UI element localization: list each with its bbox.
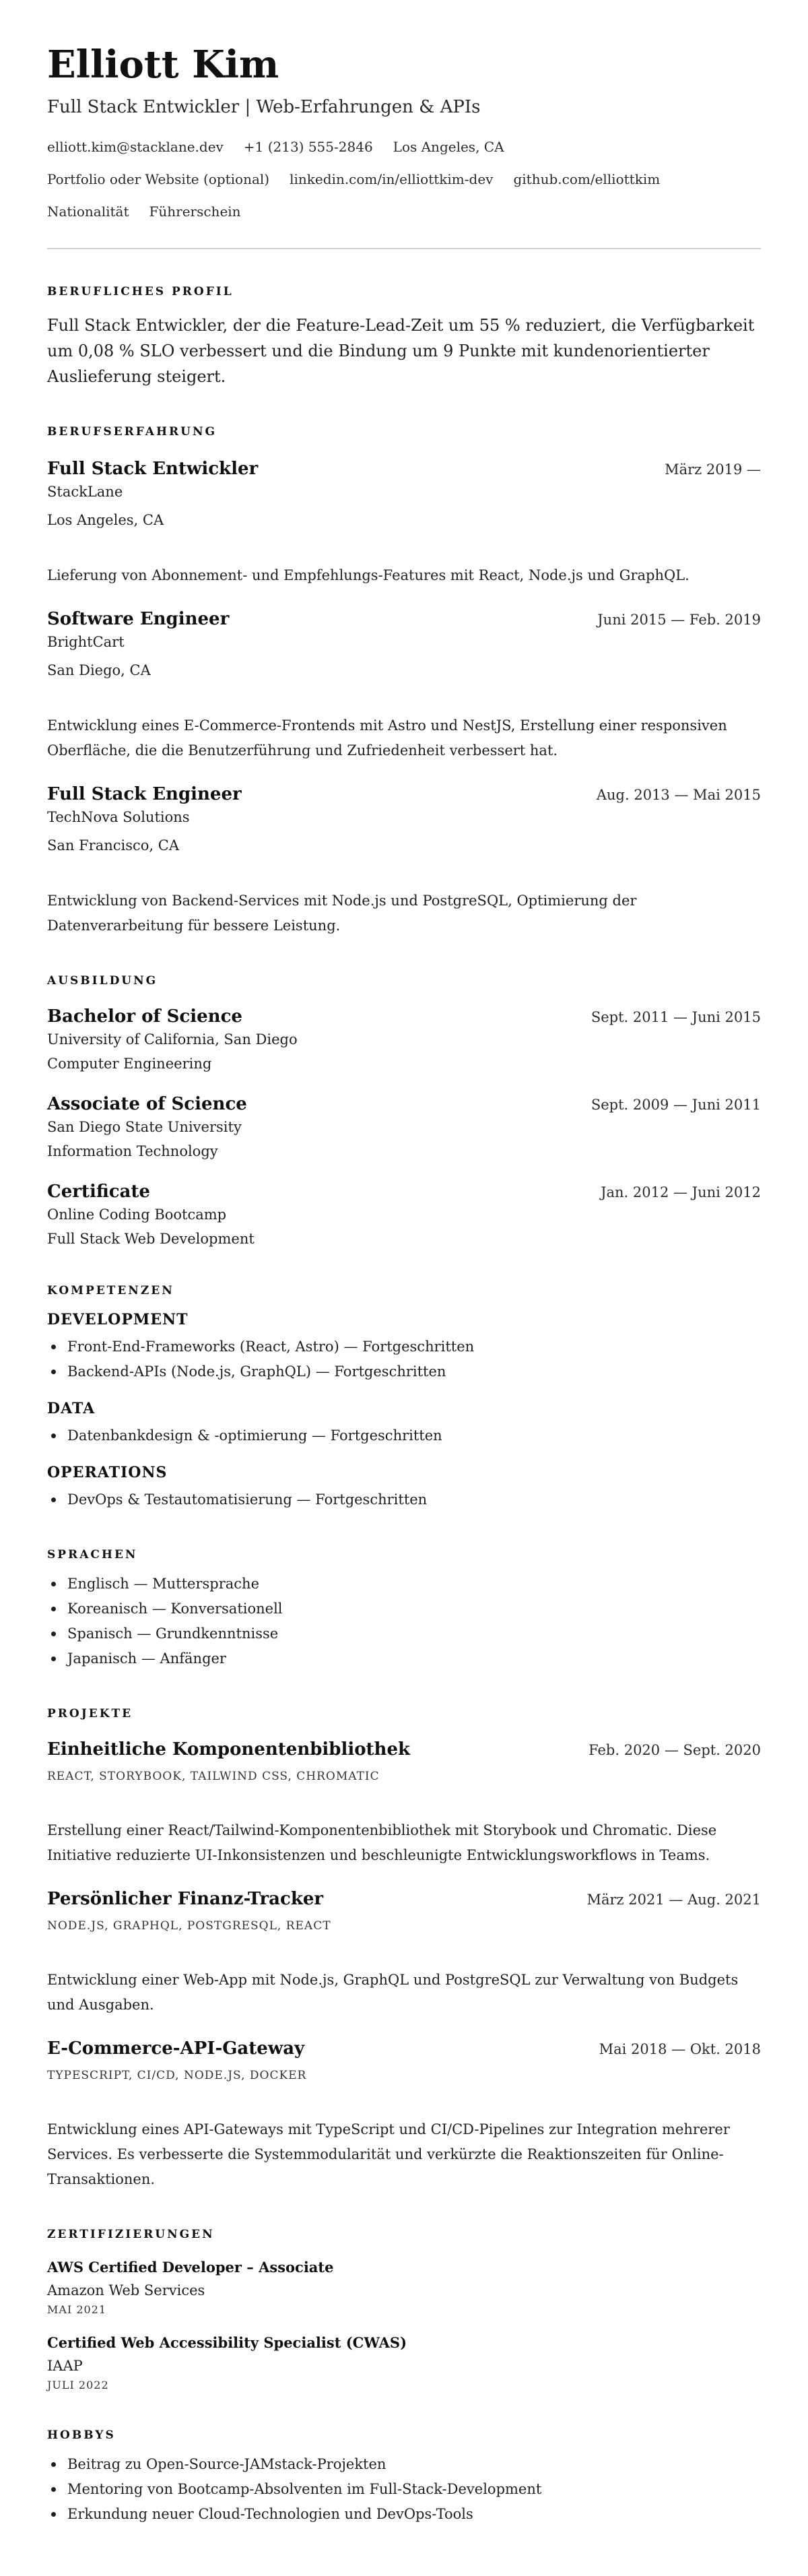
project-tech-stack: TYPESCRIPT, CI/CD, NODE.JS, DOCKER bbox=[47, 2069, 307, 2082]
skill-item: DevOps & Testautomatisierung — Fortgeschritten bbox=[67, 1487, 761, 1512]
project-description: Entwicklung eines API-Gateways mit TypeScript und CI/CD-Pipelines zur Integration mehrerer Services. Es verbesserte die Systemmodularität und verkürzte die Reaktionszeiten für Online-Transaktionen. bbox=[47, 2121, 730, 2187]
job-location: San Francisco, CA bbox=[47, 837, 180, 854]
certification-entry bbox=[47, 2258, 761, 2317]
job-location: Los Angeles, CA bbox=[47, 512, 164, 528]
skill-category-title: DATA bbox=[47, 1400, 96, 1417]
job-entry bbox=[47, 608, 761, 763]
projects-section bbox=[47, 1706, 761, 2192]
education-school: University of California, San Diego bbox=[47, 1031, 298, 1048]
job-description: Entwicklung eines E-Commerce-Frontends mit Astro und NestJS, Erstellung einer responsiven Oberfläche, die die Benutzerführung und Zufriedenheit verbessert hat. bbox=[47, 717, 727, 759]
project-title: Persönlicher Finanz-Tracker bbox=[47, 1889, 324, 1909]
education-header bbox=[47, 1006, 761, 1027]
education-entry bbox=[47, 1006, 761, 1073]
education-header bbox=[47, 1181, 761, 1202]
contact-linkedin-link[interactable]: linkedin.com/in/elliottkim-dev bbox=[290, 171, 494, 187]
certification-entry bbox=[47, 2333, 761, 2393]
education-dates: Jan. 2012 — Juni 2012 bbox=[601, 1184, 761, 1200]
contact-row-links bbox=[47, 170, 761, 189]
job-dates: Aug. 2013 — Mai 2015 bbox=[596, 787, 761, 803]
hobby-item: Beitrag zu Open-Source-JAMstack-Projekten bbox=[67, 2452, 761, 2477]
resume-header bbox=[47, 43, 761, 221]
contact-github-link[interactable]: github.com/elliottkim bbox=[513, 171, 661, 187]
skill-item: Backend-APIs (Node.js, GraphQL) — Fortgeschritten bbox=[67, 1359, 761, 1384]
contact-nationality: Nationalität bbox=[47, 203, 129, 220]
hobbies-section-title: HOBBYS bbox=[47, 2428, 116, 2442]
project-title: Einheitliche Komponentenbibliothek bbox=[47, 1739, 411, 1760]
education-field: Information Technology bbox=[47, 1143, 218, 1159]
language-item: Englisch — Muttersprache bbox=[67, 1572, 761, 1597]
project-title: E-Commerce-API-Gateway bbox=[47, 2038, 305, 2059]
education-section-title: AUSBILDUNG bbox=[47, 974, 158, 988]
project-header bbox=[47, 1888, 761, 1910]
contact-email[interactable]: elliott.kim@stacklane.dev bbox=[47, 139, 224, 155]
hobbies-section bbox=[47, 2428, 761, 2527]
project-entry bbox=[47, 2038, 761, 2192]
job-entry bbox=[47, 783, 761, 938]
contact-location: Los Angeles, CA bbox=[393, 139, 504, 155]
experience-section-title: BERUFSERFAHRUNG bbox=[47, 425, 217, 439]
project-dates: März 2021 — Aug. 2021 bbox=[586, 1892, 761, 1908]
profile-summary: Full Stack Entwickler, der die Feature-Lead-Zeit um 55 % reduziert, die Verfügbarkeit um 0,08 % SLO verbessert und die Bindung um 9 Punkte mit kundenorientierter Auslieferung steigert. bbox=[47, 316, 755, 386]
job-title: Full Stack Engineer bbox=[47, 784, 242, 804]
skills-section bbox=[47, 1283, 761, 1512]
certification-issuer: Amazon Web Services bbox=[47, 2282, 205, 2298]
job-header bbox=[47, 783, 761, 805]
education-field: Full Stack Web Development bbox=[47, 1231, 255, 1247]
education-entry bbox=[47, 1093, 761, 1161]
contact-portfolio-link[interactable]: Portfolio oder Website (optional) bbox=[47, 171, 270, 187]
hobby-item: Mentoring von Bootcamp-Absolventen im Full-Stack-Development bbox=[67, 2477, 761, 2502]
education-dates: Sept. 2009 — Juni 2011 bbox=[591, 1097, 761, 1113]
job-company: TechNova Solutions bbox=[47, 809, 190, 825]
skill-category-title: DEVELOPMENT bbox=[47, 1311, 189, 1328]
job-description: Entwicklung von Backend-Services mit Node.js und PostgreSQL, Optimierung der Datenverarbeitung für bessere Leistung. bbox=[47, 893, 637, 934]
candidate-name: Elliott Kim bbox=[47, 42, 279, 87]
certification-title: Certified Web Accessibility Specialist (CWAS) bbox=[47, 2334, 407, 2351]
education-header bbox=[47, 1093, 761, 1115]
project-tech-stack: NODE.JS, GRAPHQL, POSTGRESQL, REACT bbox=[47, 1919, 331, 1933]
language-item: Spanisch — Grundkenntnisse bbox=[67, 1621, 761, 1646]
education-degree: Certificate bbox=[47, 1182, 150, 1202]
job-header bbox=[47, 458, 761, 480]
education-school: San Diego State University bbox=[47, 1119, 242, 1135]
certification-date: MAI 2021 bbox=[47, 2303, 107, 2316]
project-tech-stack: REACT, STORYBOOK, TAILWIND CSS, CHROMATIC bbox=[47, 1770, 380, 1783]
certifications-section-title: ZERTIFIZIERUNGEN bbox=[47, 2228, 215, 2241]
skill-item: Front-End-Frameworks (React, Astro) — Fortgeschritten bbox=[67, 1334, 761, 1359]
languages-section-title: SPRACHEN bbox=[47, 1548, 138, 1561]
contact-phone[interactable]: +1 (213) 555-2846 bbox=[243, 139, 373, 155]
certification-issuer: IAAP bbox=[47, 2358, 83, 2374]
job-dates: Juni 2015 — Feb. 2019 bbox=[597, 612, 761, 628]
certification-date: JULI 2022 bbox=[47, 2379, 109, 2391]
contact-row-primary bbox=[47, 137, 761, 156]
job-entry bbox=[47, 458, 761, 588]
education-field: Computer Engineering bbox=[47, 1056, 212, 1072]
skills-section-title: KOMPETENZEN bbox=[47, 1284, 174, 1297]
job-company: StackLane bbox=[47, 484, 123, 500]
languages-section bbox=[47, 1547, 761, 1671]
job-description: Lieferung von Abonnement- und Empfehlungs-Features mit React, Node.js und GraphQL. bbox=[47, 567, 689, 583]
hobby-list bbox=[47, 2452, 761, 2527]
profile-section-title: BERUFLICHES PROFIL bbox=[47, 285, 234, 298]
job-header bbox=[47, 608, 761, 630]
job-title: Full Stack Entwickler bbox=[47, 459, 259, 479]
skill-list bbox=[47, 1423, 761, 1448]
project-description: Erstellung einer React/Tailwind-Komponentenbibliothek mit Storybook und Chromatic. Diese Initiative reduzierte UI-Inkonsistenzen und beschleunigte Entwicklungsworkflows in Teams. bbox=[47, 1822, 717, 1863]
language-item: Japanisch — Anfänger bbox=[67, 1646, 761, 1671]
candidate-headline: Full Stack Entwickler | Web-Erfahrungen & APIs bbox=[47, 97, 481, 117]
language-item: Koreanisch — Konversationell bbox=[67, 1597, 761, 1621]
education-section bbox=[47, 973, 761, 1248]
skill-category-title: OPERATIONS bbox=[47, 1464, 168, 1481]
certification-title: AWS Certified Developer – Associate bbox=[47, 2259, 334, 2276]
education-school: Online Coding Bootcamp bbox=[47, 1206, 227, 1223]
job-title: Software Engineer bbox=[47, 609, 230, 629]
skill-list bbox=[47, 1487, 761, 1512]
language-list bbox=[47, 1572, 761, 1671]
project-header bbox=[47, 2038, 761, 2059]
job-dates: März 2019 — bbox=[665, 461, 761, 478]
certifications-section bbox=[47, 2227, 761, 2393]
projects-section-title: PROJEKTE bbox=[47, 1707, 133, 1720]
education-entry bbox=[47, 1181, 761, 1248]
project-dates: Feb. 2020 — Sept. 2020 bbox=[588, 1742, 761, 1758]
project-header bbox=[47, 1739, 761, 1760]
education-degree: Associate of Science bbox=[47, 1094, 247, 1114]
header-divider bbox=[47, 248, 761, 249]
profile-section bbox=[47, 284, 761, 389]
skill-item: Datenbankdesign & -optimierung — Fortgeschritten bbox=[67, 1423, 761, 1448]
contact-license: Führerschein bbox=[149, 203, 241, 220]
project-entry bbox=[47, 1739, 761, 1868]
skill-list bbox=[47, 1334, 761, 1384]
job-company: BrightCart bbox=[47, 634, 125, 650]
experience-section bbox=[47, 424, 761, 938]
job-location: San Diego, CA bbox=[47, 662, 151, 678]
project-dates: Mai 2018 — Okt. 2018 bbox=[599, 2041, 761, 2057]
project-entry bbox=[47, 1888, 761, 2018]
project-description: Entwicklung einer Web-App mit Node.js, GraphQL und PostgreSQL zur Verwaltung von Budgets und Ausgaben. bbox=[47, 1972, 739, 2013]
hobby-item: Erkundung neuer Cloud-Technologien und DevOps-Tools bbox=[67, 2502, 761, 2527]
contact-row-personal bbox=[47, 202, 761, 221]
education-degree: Bachelor of Science bbox=[47, 1006, 242, 1027]
education-dates: Sept. 2011 — Juni 2015 bbox=[591, 1009, 761, 1025]
